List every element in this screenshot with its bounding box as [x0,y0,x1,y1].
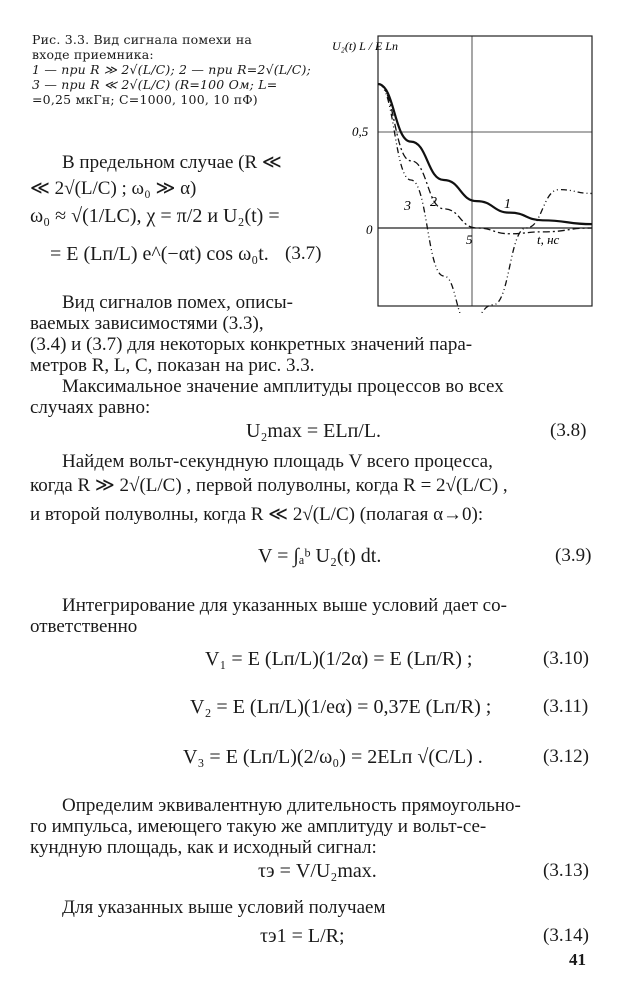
text-line: и второй полуволны, когда R ≪ 2√(L/C) (полагая α→0): [30,504,484,525]
y-axis-label: U₂(t) L / E Lп [332,39,398,53]
caption-line: Рис. 3.3. Вид сигнала помехи на [32,32,253,47]
equation: U₂max = ELп/L. [246,420,382,442]
figure-caption [32,32,332,107]
equation-number: (3.8) [550,420,587,441]
x-tick-label: 5 [466,232,473,247]
figure-3-3 [332,28,602,317]
equation: V₂ = E (Lп/L)(1/eα) = 0,37E (Lп/R) ; [190,696,492,718]
plot-frame [378,36,592,306]
equation: V = ∫ₐᵇ U₂(t) dt. [258,545,382,567]
equation: ω₀ ≈ √(1/LC), χ = π/2 и U₂(t) = [30,205,280,227]
text-line: Для указанных выше условий получаем [62,897,386,918]
text-line: Найдем вольт-секундную площадь V всего процесса, [62,451,493,472]
equation: τэ1 = L/R; [260,925,345,947]
caption-line: входе приемника: [32,47,154,62]
equation-number: (3.13) [543,860,589,881]
signal-chart [332,28,602,313]
text-line: го импульса, имеющего такую же амплитуду и вольт-се- [30,816,487,837]
curve-label-2: 2 [430,195,437,210]
text-line: В предельном случае (R ≪ [62,152,282,173]
text-line: ответственно [30,616,138,637]
text-line: (3.4) и (3.7) для некоторых конкретных значений пара- [30,334,473,355]
text-line: кундную площадь, как и исходный сигнал: [30,837,377,858]
text-line: метров R, L, C, показан на рис. 3.3. [30,355,315,376]
x-axis-label: t, нс [537,232,560,247]
equation-number: (3.12) [543,746,589,767]
text-line: ваемых зависимостями (3.3), [30,313,264,334]
text-line: ≪ 2√(L/C) ; ω₀ ≫ α) [30,178,197,199]
series-layer [378,84,592,313]
caption-line: 3 — при R ≪ 2√(L/C) (R=100 Ом; L= [32,77,278,92]
equation-number: (3.11) [543,696,589,717]
equation-number: (3.10) [543,648,589,669]
text-line: Вид сигналов помех, описы- [62,292,293,313]
equation: V₁ = E (Lп/L)(1/2α) = E (Lп/R) ; [205,648,473,670]
y-tick-label: 0 [366,222,373,237]
equation: = E (Lп/L) e^(−αt) cos ω₀t. [50,243,269,265]
text-line: Определим эквивалентную длительность прямоугольно- [62,795,521,816]
curve-label-3: 3 [404,199,411,214]
text-line: Интегрирование для указанных выше условий дает со- [62,595,507,616]
text-line: случаях равно: [30,397,151,418]
equation-number: (3.7) [285,243,322,264]
page-number: 41 [569,950,586,969]
caption-line: =0,25 мкГн; C=1000, 100, 10 пФ) [32,92,258,107]
caption-line: 1 — при R ≫ 2√(L/C); 2 — при R=2√(L/C); [32,62,311,77]
curve-label-1: 1 [504,197,511,212]
equation-number: (3.14) [543,925,589,946]
text-line: Максимальное значение амплитуды процессов во всех [62,376,504,397]
text-line: когда R ≫ 2√(L/C) , первой полуволны, когда R = 2√(L/C) , [30,475,508,496]
equation: τэ = V/U₂max. [258,860,377,882]
y-tick-label: 0,5 [352,124,369,139]
equation: V₃ = E (Lп/L)(2/ω₀) = 2ELп √(C/L) . [183,746,483,768]
equation-number: (3.9) [555,545,592,566]
